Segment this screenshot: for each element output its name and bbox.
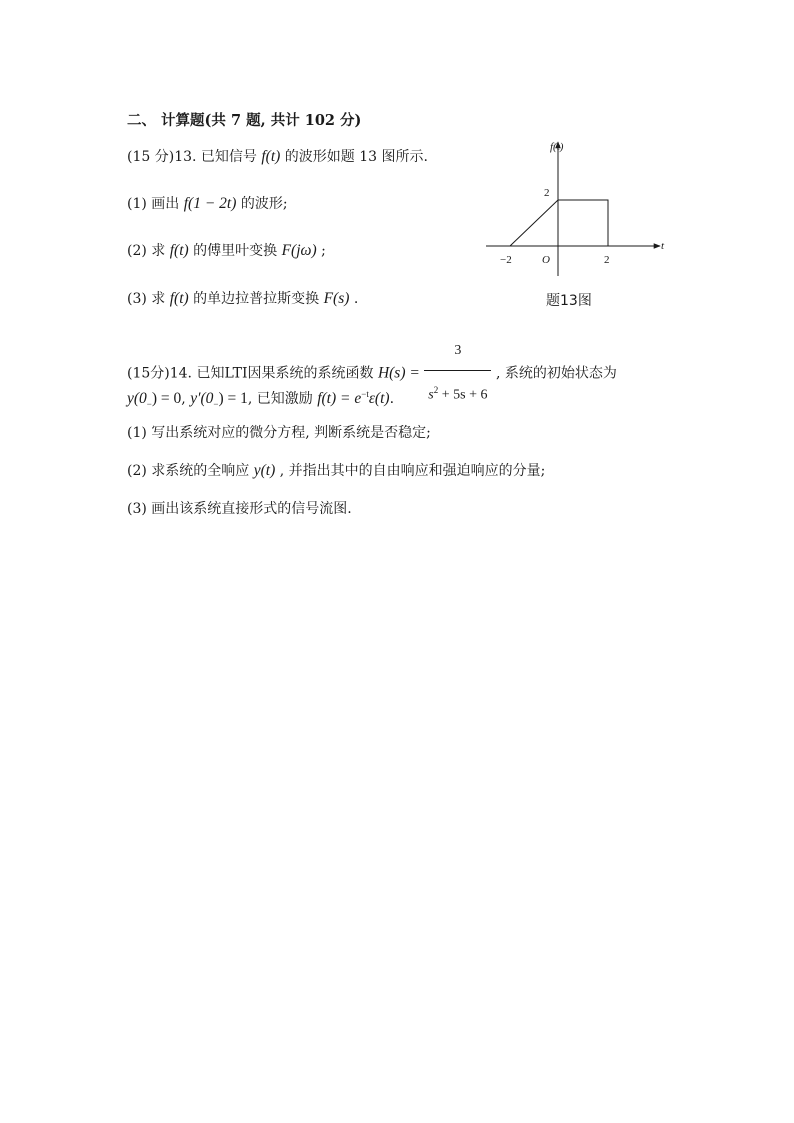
init-y [127, 390, 182, 410]
q14-part2-suffix: , 并指出其中的自由响应和强迫响应的分量; [279, 463, 546, 479]
figure-caption: 题13图 [546, 293, 592, 309]
q13-part3 [127, 289, 358, 309]
x-axis-label: t [661, 240, 665, 252]
q14-part1: (1) 写出系统对应的微分方程, 判断系统是否稳定; [127, 425, 431, 441]
q13-part2 [127, 241, 326, 261]
init-sep: , [181, 391, 186, 408]
q13-part3-prefix: (3) 求 [127, 291, 166, 307]
q13-part3-mid: 的单边拉普拉斯变换 [193, 291, 320, 307]
figure-13 [484, 136, 674, 314]
q13-stem [127, 147, 428, 167]
init-y-val: ) = 0 [151, 390, 182, 408]
q14-part2-func: y(t) [253, 462, 276, 479]
q14-part2-prefix: (2) 求系统的全响应 [127, 463, 250, 479]
init-dy [190, 390, 248, 410]
q13-stem-suffix: 的波形如题 13 图所示. [284, 149, 428, 165]
q13-part3-func2: F(s) [323, 290, 350, 307]
excitation [317, 390, 389, 407]
init-end: . [389, 391, 395, 408]
init-dy-val: ) = 1 [218, 390, 248, 408]
q13-stem-func: f(t) [261, 148, 281, 165]
section-title: 二、 计算题(共 7 题, 共计 102 分) [127, 112, 362, 129]
init-dy-text: y′(0 [190, 390, 214, 408]
q14-part2 [127, 461, 545, 481]
q13-part3-func: f(t) [169, 290, 189, 307]
init-y-sub: − [146, 399, 152, 410]
q13-part2-func: f(t) [169, 242, 189, 259]
den-var: s [428, 387, 434, 403]
excite-tail: ε(t) [368, 390, 390, 408]
x-tick-neg-2: −2 [500, 254, 512, 266]
q14-stem-suffix: , 系统的初始状态为 [495, 365, 617, 382]
q14-initial-conditions [127, 384, 394, 414]
y-tick-2: 2 [544, 187, 550, 199]
q14-part3: (3) 画出该系统直接形式的信号流图. [127, 501, 352, 517]
waveform-diagram [484, 136, 674, 314]
den-exponent: 2 [433, 385, 439, 395]
den-rest: + 5s + 6 [441, 387, 488, 403]
y-axis-label: f(t) [550, 141, 564, 153]
waveform-trace [510, 200, 608, 246]
fraction-numerator: 3 [454, 343, 462, 358]
q14-transfer-fraction [424, 333, 491, 414]
excite-exp: −t [361, 389, 369, 399]
init-y-text: y(0 [127, 390, 147, 408]
q13-stem-prefix: (15 分)13. 已知信号 [127, 149, 257, 165]
excite-func: f(t) = e [317, 390, 362, 408]
q13-part3-suffix: . [353, 291, 359, 307]
q14-transfer-function: H(s) = [377, 364, 420, 382]
q13-part1-func: f(1 − 2t) [183, 195, 237, 212]
origin-label: O [542, 254, 550, 266]
q14-stem-prefix: (15分)14. 已知LTI因果系统的系统函数 [127, 365, 374, 382]
q13-part1-prefix: (1) 画出 [127, 196, 180, 212]
q13-part2-prefix: (2) 求 [127, 243, 166, 259]
q13-part2-suffix: ; [321, 243, 326, 259]
x-tick-pos-2: 2 [604, 254, 610, 266]
q13-part2-mid: 的傅里叶变换 [193, 243, 278, 259]
q13-part1 [127, 194, 288, 214]
init-mid: , 已知激励 [247, 391, 313, 408]
init-dy-sub: − [213, 399, 219, 410]
fraction-denominator [424, 370, 491, 414]
q13-part1-suffix: 的波形; [240, 196, 288, 212]
q13-part2-func2: F(jω) [281, 242, 317, 259]
